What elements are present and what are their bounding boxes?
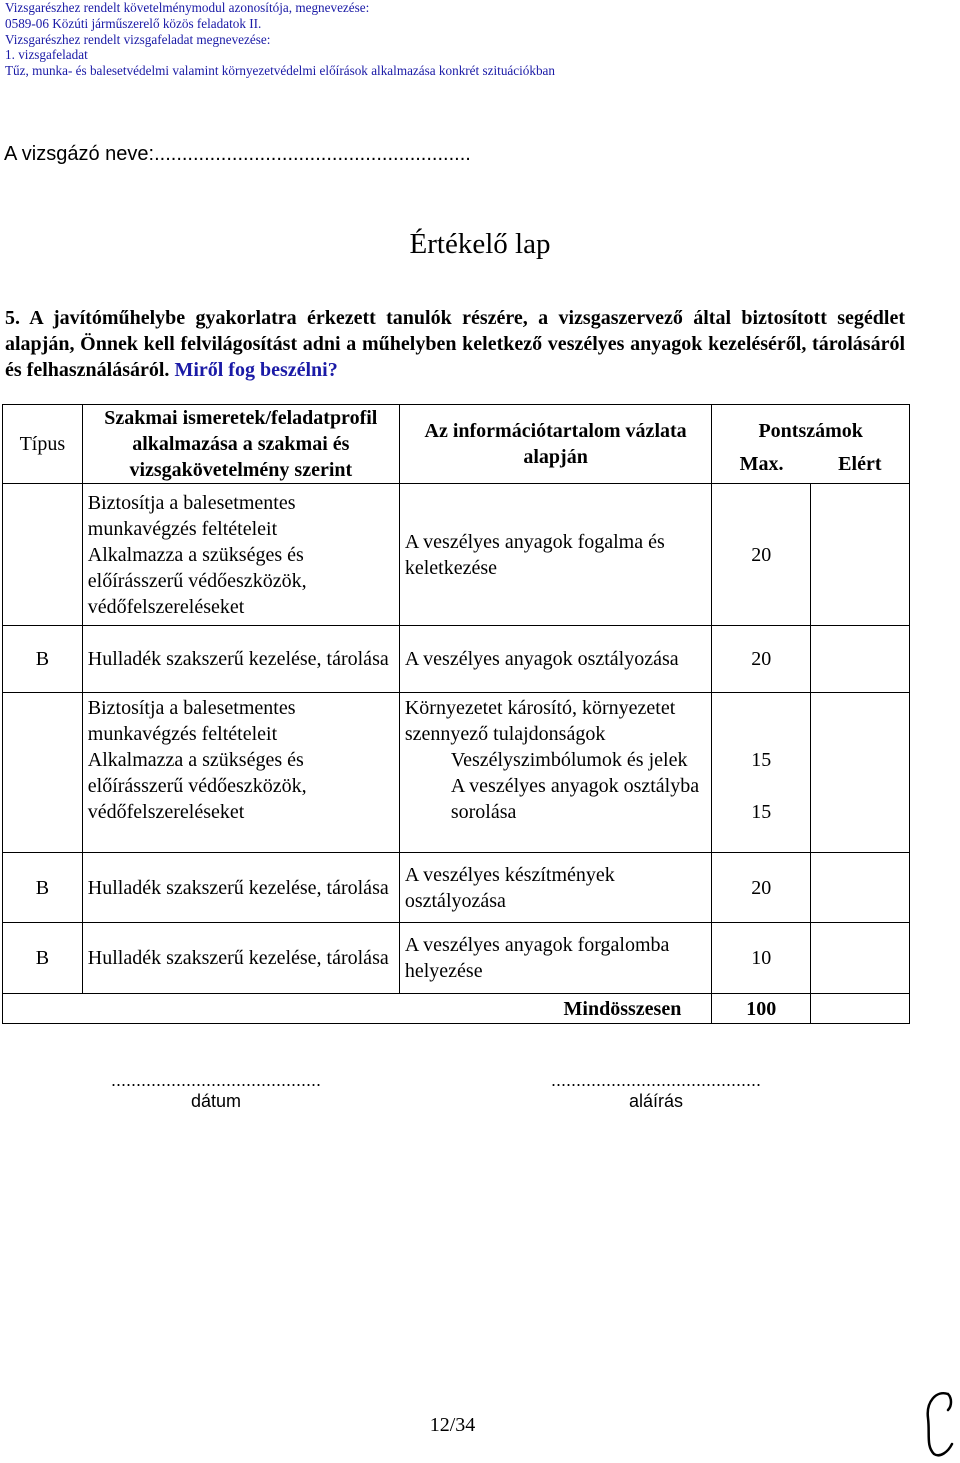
row-max — [712, 693, 811, 853]
max-value: 15 — [751, 801, 772, 823]
header-module-name: 0589-06 Közúti járműszerelő közös feladatok II. — [5, 15, 262, 31]
row-max: 10 — [712, 923, 811, 994]
row-type — [3, 693, 83, 853]
row-profile — [82, 484, 399, 626]
row-max: 20 — [712, 626, 811, 693]
total-label: Mindösszesen — [3, 994, 712, 1024]
header-task-label: Vizsgarészhez rendelt vizsgafeladat megnevezése: — [5, 31, 271, 47]
header-task-number: 1. vizsgafeladat — [5, 47, 88, 63]
date-label: dátum — [190, 1091, 242, 1111]
row-max: 20 — [712, 484, 811, 626]
row-achieved — [811, 853, 910, 923]
table-row — [3, 923, 910, 994]
page-title: Értékelő lap — [409, 228, 551, 260]
candidate-name-line: A vizsgázó neve:......................................................... — [4, 143, 471, 165]
row-profile: Hulladék szakszerű kezelése, tárolása — [82, 923, 399, 994]
row-info — [399, 693, 712, 853]
document-header — [5, 0, 555, 79]
row-max: 20 — [712, 853, 811, 923]
table-row — [3, 693, 910, 853]
row-profile — [82, 693, 399, 853]
table-total-row — [3, 994, 910, 1024]
row-type: B — [3, 923, 83, 994]
signature-dots: .......................................... — [550, 1070, 762, 1090]
table-row — [3, 626, 910, 693]
header-type: Típus — [3, 405, 83, 484]
row-info: A veszélyes anyagok osztályozása — [399, 626, 712, 693]
header-achieved: Elért — [811, 444, 910, 484]
info-line: Veszélyszimbólumok és jelek — [450, 749, 688, 771]
profile-line: Biztosítja a balesetmentes munkavégzés feltételeit — [87, 697, 296, 745]
header-profile: Szakmai ismeretek/feladatprofil alkalmazása a szakmai és vizsgakövetelmény szerint — [82, 405, 399, 484]
row-info: A veszélyes anyagok forgalomba helyezése — [399, 923, 712, 994]
profile-line: Alkalmazza a szükséges és előírásszerű védőeszközök, védőfelszereléseket — [87, 543, 307, 618]
header-module-label: Vizsgarészhez rendelt követelménymodul azonosítója, megnevezése: — [5, 0, 370, 15]
row-type: B — [3, 626, 83, 693]
profile-line: Biztosítja a balesetmentes munkavégzés feltételeit — [87, 491, 296, 540]
row-achieved — [811, 693, 910, 853]
task-text: 5. A javítóműhelybe gyakorlatra érkezett tanulók részére, a vizsgaszervező által biztosított segédlet alapján, Önnek kell felvilágosítást adni a műhelyben keletkező veszélyes anyagok kezeléséről, tárolásáról és felhasználásáról. — [5, 307, 905, 381]
row-profile: Hulladék szakszerű kezelése, tárolása — [82, 626, 399, 693]
info-line: Környezetet károsító, környezetet szennyező tulajdonságok — [404, 697, 676, 745]
header-max: Max. — [712, 444, 811, 484]
header-info: Az információtartalom vázlata alapján — [399, 405, 712, 484]
row-info: A veszélyes anyagok fogalma és keletkezése — [399, 484, 712, 626]
row-achieved — [811, 484, 910, 626]
date-dots: .......................................... — [110, 1070, 322, 1090]
info-line: A veszélyes anyagok osztályba sorolása — [450, 775, 700, 823]
evaluation-table — [2, 404, 910, 1024]
row-info: A veszélyes készítmények osztályozása — [399, 853, 712, 923]
table-row — [3, 484, 910, 626]
signature-block — [526, 1070, 786, 1112]
row-type — [3, 484, 83, 626]
date-signature-block — [86, 1070, 346, 1112]
row-type: B — [3, 853, 83, 923]
task-question: Miről fog beszélni? — [174, 359, 338, 381]
signature-label: aláírás — [628, 1091, 684, 1111]
max-value: 15 — [751, 749, 772, 771]
header-points: Pontszámok — [712, 405, 910, 445]
handwritten-mark-icon — [918, 1388, 960, 1460]
table-row — [3, 853, 910, 923]
task-description — [5, 305, 905, 383]
total-achieved — [811, 994, 910, 1024]
row-profile: Hulladék szakszerű kezelése, tárolása — [82, 853, 399, 923]
header-task-name: Tűz, munka- és balesetvédelmi valamint környezetvédelmi előírások alkalmazása konkrét szituációkban — [5, 63, 556, 79]
row-achieved — [811, 923, 910, 994]
profile-line: Alkalmazza a szükséges és előírásszerű védőeszközök, védőfelszereléseket — [87, 749, 307, 823]
table-header-row — [3, 405, 910, 445]
page-number: 12/34 — [429, 1414, 476, 1436]
total-max: 100 — [712, 994, 811, 1024]
row-achieved — [811, 626, 910, 693]
